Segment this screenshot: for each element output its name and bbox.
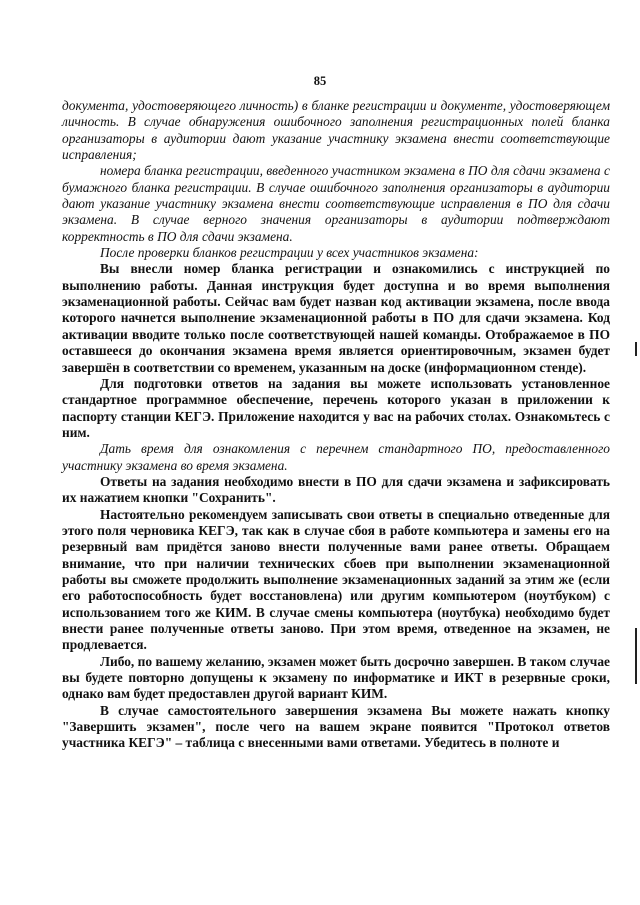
page-body: [62, 98, 610, 752]
body-paragraph: Дать время для ознакомления с перечнем стандартного ПО, предоставленного участнику экзамена во время экзамена.: [62, 441, 610, 473]
body-paragraph: Для подготовки ответов на задания вы можете использовать установленное стандартное программное обеспечение, перечень которого указан в приложении к паспорту станции КЕГЭ. Приложение находится у вас на рабочих столах. Ознакомьтесь с ним.: [62, 375, 610, 440]
body-paragraph: документа, удостоверяющего личность) в бланке регистрации и документе, удостоверяющем личность. В случае обнаружения ошибочного заполнения регистрационных полей бланка организаторы в аудитории дают указание участнику экзамена внести соответствующие исправления;: [62, 98, 610, 163]
page-number: 85: [313, 74, 327, 88]
body-paragraph: Ответы на задания необходимо внести в ПО для сдачи экзамена и зафиксировать их нажатием кнопки "Сохранить".: [62, 473, 610, 506]
body-paragraph: номера бланка регистрации, введенного участником экзамена в ПО для сдачи экзамена с бумажного бланка регистрации. В случае ошибочного заполнения организаторы в аудитории дают указание участнику экзамена внести соответствующие исправления в ПО для сдачи экзамена. В случае верного значения организаторы в аудитории подтверждают корректность в ПО для сдачи экзамена.: [62, 163, 610, 244]
body-paragraph: Либо, по вашему желанию, экзамен может быть досрочно завершен. В таком случае вы будете повторно допущены к экзамену по информатике и ИКТ в резервные сроки, однако вам будет предоставлен другой вариант КИМ.: [62, 653, 610, 702]
body-paragraph: После проверки бланков регистрации у всех участников экзамена:: [100, 245, 479, 261]
body-paragraph: Вы внесли номер бланка регистрации и ознакомились с инструкцией по выполнению работы. Данная инструкция будет доступна и во время выполнения экзаменационной работы. Сейчас вам будет назван код активации экзамена, после ввода которого начнется выполнение экзаменационной работы в ПО для сдачи экзамена. Код активации вводите только после соответствующей нашей команды. Отображаемое в ПО оставшееся до окончания экзамена время является ориентировочным, экзамен будет завершён в соответствии со временем, указанным на доске (информационном стенде).: [62, 261, 610, 375]
body-paragraph: Настоятельно рекомендуем записывать свои ответы в специально отведенные для этого поля черновика КЕГЭ, так как в случае сбоя в работе компьютера и замены его на резервный вам придётся заново внести полученные вами ранее ответы. Обращаем внимание, что при наличии технических сбоев при выполнении экзаменационной работы вы сможете продолжить выполнение экзаменационных заданий за этим же (если его работоспособность будет восстановлена) или другим компьютером (ноутбуком) с использованием того же КИМ. В случае смены компьютера (ноутбука) необходимо будет внести ранее полученные ответы заново. При этом время, отведенное на экзамен, не продлевается.: [62, 506, 610, 653]
body-paragraph: В случае самостоятельного завершения экзамена Вы можете нажать кнопку "Завершить экзамен", после чего на вашем экране появится "Протокол ответов участника КЕГЭ" – таблица с внесенными вами ответами. Убедитесь в полноте и: [62, 702, 610, 751]
scan-edge-mark: [635, 628, 637, 684]
scan-edge-mark: [635, 342, 637, 356]
